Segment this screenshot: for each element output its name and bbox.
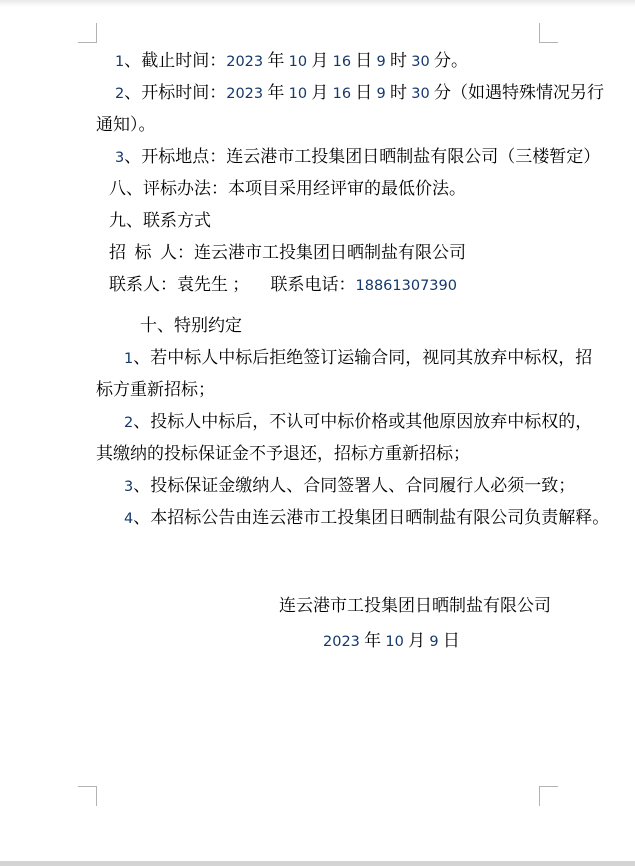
- page-top-shadow: [0, 0, 635, 7]
- line-special-term-2: 2、投标人中标后，不认可中标价格或其他原因放弃中标权的，: [124, 412, 593, 431]
- text-boundary-mark-bottom-left: [78, 786, 97, 806]
- line-contact-heading: 九、联系方式: [109, 211, 211, 230]
- line-special-term-4: 4、本招标公告由连云港市工投集团日晒制盐有限公司负责解释。: [124, 508, 610, 527]
- line-signature-date: 2023 年 10 月 9 日: [323, 631, 460, 650]
- line-special-term-3: 3、投标保证金缴纳人、合同签署人、合同履行人必须一致；: [124, 476, 576, 495]
- line-special-term-2-wrap: 其缴纳的投标保证金不予退还，招标方重新招标；: [96, 444, 470, 463]
- line-signature-company: 连云港市工投集团日晒制盐有限公司: [279, 596, 551, 615]
- line-deadline-time: 1、截止时间：2023 年 10 月 16 日 9 时 30 分。: [115, 51, 468, 70]
- line-bid-opening-time-wrap: 通知）。: [96, 115, 156, 134]
- line-tenderer: 招 标 人：连云港市工投集团日晒制盐有限公司: [109, 243, 466, 262]
- page-bottom-gap: [0, 861, 635, 866]
- text-boundary-mark-bottom-right: [539, 786, 558, 806]
- text-boundary-mark-top-left: [78, 23, 97, 43]
- line-special-terms-heading: 十、特别约定: [140, 316, 242, 335]
- line-special-term-1-wrap: 标方重新招标；: [96, 380, 215, 399]
- line-special-term-1: 1、若中标人中标后拒绝签订运输合同，视同其放弃中标权，招: [124, 348, 593, 367]
- text-boundary-mark-top-right: [539, 23, 558, 43]
- line-evaluation-method: 八、评标办法：本项目采用经评审的最低价法。: [109, 179, 466, 198]
- line-bid-opening-time: 2、开标时间：2023 年 10 月 16 日 9 时 30 分（如遇特殊情况另行: [115, 83, 604, 102]
- line-bid-opening-place: 3、开标地点：连云港市工投集团日晒制盐有限公司（三楼暂定）: [115, 147, 601, 166]
- line-contact-person: 联系人：袁先生 ； 联系电话：18861307390: [109, 275, 457, 294]
- document-content: [96, 45, 610, 657]
